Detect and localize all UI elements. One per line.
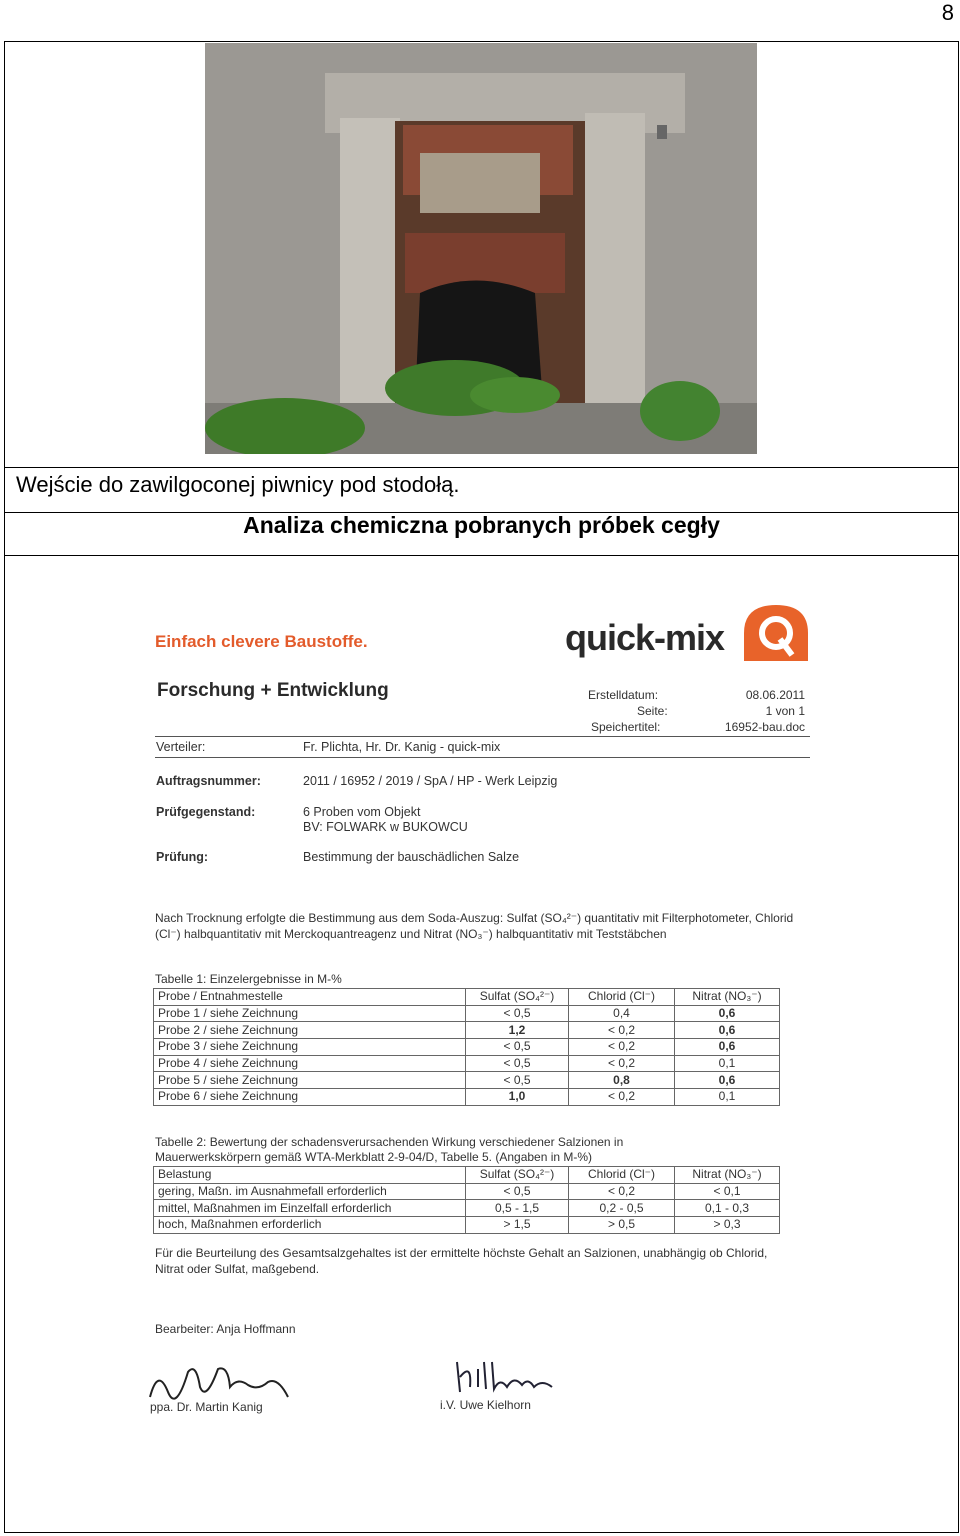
table1-title: Tabelle 1: Einzelergebnisse in M-% <box>155 972 342 986</box>
auftrag-label: Auftragsnummer: <box>156 774 261 788</box>
table-cell: Probe 4 / siehe Zeichnung <box>154 1055 466 1072</box>
assessment-note: Für die Beurteilung des Gesamtsalzgehaltes ist der ermittelte höchste Gehalt an Salzionen, unabhängig ob Chlorid, Nitrat oder Sulfat, maßgebend. <box>155 1246 768 1276</box>
table-header-cell: Sulfat (SO₄²⁻) <box>466 989 569 1006</box>
table-cell: 0,1 <box>675 1089 780 1106</box>
table-header-cell: Chlorid (Cl⁻) <box>569 989 675 1006</box>
table-cell: 0,8 <box>569 1072 675 1089</box>
signer-kielhorn: i.V. Uwe Kielhorn <box>440 1398 531 1412</box>
table-row <box>154 1022 780 1039</box>
table-cell: 1,2 <box>466 1022 569 1039</box>
table-cell: Probe 6 / siehe Zeichnung <box>154 1089 466 1106</box>
pruefgegenstand-label: Prüfgegenstand: <box>156 805 256 819</box>
meta-label: Seite: <box>637 704 668 718</box>
table-cell: 0,4 <box>569 1005 675 1022</box>
table-row <box>154 1217 780 1234</box>
table-row <box>154 1089 780 1106</box>
table-header-cell: Sulfat (SO₄²⁻) <box>466 1167 569 1184</box>
table-row <box>154 1183 780 1200</box>
table-cell: 0,6 <box>675 1039 780 1056</box>
table-cell: < 0,2 <box>569 1022 675 1039</box>
meta-value: 16952-bau.doc <box>724 720 805 734</box>
pruefung-value: Bestimmung der bauschädlichen Salze <box>303 850 520 864</box>
table2-title: Tabelle 2: Bewertung der schadensverursachenden Wirkung verschiedener Salzionen in <box>155 1135 624 1149</box>
table-row <box>154 1055 780 1072</box>
table-row <box>154 1200 780 1217</box>
quick-mix-logo-text: quick-mix <box>565 617 725 658</box>
table-cell: hoch, Maßnahmen erforderlich <box>154 1217 466 1234</box>
bearbeiter: Bearbeiter: Anja Hoffmann <box>155 1322 296 1336</box>
table-cell: < 0,5 <box>466 1039 569 1056</box>
table-row <box>154 1005 780 1022</box>
table-cell: < 0,2 <box>569 1183 675 1200</box>
table-cell: 0,6 <box>675 1072 780 1089</box>
cellar-entrance-photo <box>205 43 757 454</box>
table-header-row <box>154 1167 780 1184</box>
table-cell: > 1,5 <box>466 1217 569 1234</box>
table-cell: 0,6 <box>675 1022 780 1039</box>
table-header-cell: Probe / Entnahmestelle <box>154 989 466 1006</box>
table-header-cell: Chlorid (Cl⁻) <box>569 1167 675 1184</box>
table-cell: < 0,5 <box>466 1005 569 1022</box>
table-cell: 0,6 <box>675 1005 780 1022</box>
table-cell: Probe 2 / siehe Zeichnung <box>154 1022 466 1039</box>
meta-label: Speichertitel: <box>591 720 661 734</box>
pruefgegenstand-value: 6 Proben vom Objekt <box>303 805 421 819</box>
table-cell: mittel, Maßnahmen im Einzelfall erforderlich <box>154 1200 466 1217</box>
scanned-lab-report <box>100 585 840 1435</box>
auftrag-value: 2011 / 16952 / 2019 / SpA / HP - Werk Leipzig <box>303 774 558 788</box>
table-cell: > 0,5 <box>569 1217 675 1234</box>
verteiler-value: Fr. Plichta, Hr. Dr. Kanig - quick-mix <box>303 740 501 754</box>
table-cell: < 0,5 <box>466 1183 569 1200</box>
table-cell: Probe 5 / siehe Zeichnung <box>154 1072 466 1089</box>
table-cell: < 0,2 <box>569 1039 675 1056</box>
table-cell: Probe 3 / siehe Zeichnung <box>154 1039 466 1056</box>
table-cell: < 0,5 <box>466 1072 569 1089</box>
photo-caption: Wejście do zawilgoconej piwnicy pod stodołą. <box>16 472 460 497</box>
signature-kielhorn <box>452 1357 562 1397</box>
header-rule <box>155 757 810 758</box>
quick-mix-logo-icon <box>742 603 810 663</box>
table-cell: 0,2 - 0,5 <box>569 1200 675 1217</box>
section-title: Analiza chemiczna pobranych próbek cegły <box>243 512 720 538</box>
divider <box>4 467 959 468</box>
evaluation-table <box>153 1166 780 1234</box>
table-row <box>154 1072 780 1089</box>
table-header-cell: Nitrat (NO₃⁻) <box>675 1167 780 1184</box>
pruefgegenstand-value: BV: FOLWARK w BUKOWCU <box>303 820 468 834</box>
signer-kanig: ppa. Dr. Martin Kanig <box>150 1400 263 1414</box>
table-cell: > 0,3 <box>675 1217 780 1234</box>
pruefung-label: Prüfung: <box>156 850 209 864</box>
table-cell: Probe 1 / siehe Zeichnung <box>154 1005 466 1022</box>
divider <box>4 555 959 556</box>
meta-value: 08.06.2011 <box>745 688 805 702</box>
table-cell: < 0,2 <box>569 1089 675 1106</box>
report-slogan: Einfach clevere Baustoffe. <box>155 632 368 651</box>
meta-value: 1 von 1 <box>765 704 805 718</box>
table-cell: 0,1 - 0,3 <box>675 1200 780 1217</box>
table-header-cell: Belastung <box>154 1167 466 1184</box>
header-rule <box>155 736 810 737</box>
table-cell: gering, Maßn. im Ausnahmefall erforderlich <box>154 1183 466 1200</box>
table-cell: < 0,5 <box>466 1055 569 1072</box>
table-cell: 0,1 <box>675 1055 780 1072</box>
method-paragraph: Nach Trocknung erfolgte die Bestimmung aus dem Soda-Auszug: Sulfat (SO₄²⁻) quantitativ mit Filterphotometer, Chlorid (Cl⁻) halbquantitativ mit Merckoquantreagenz und Nitrat (NO₃⁻) halbquantitativ mit Teststäbchen <box>155 911 794 941</box>
table-cell: 0,5 - 1,5 <box>466 1200 569 1217</box>
meta-label: Erstelldatum: <box>588 688 659 702</box>
page-number: 8 <box>941 0 954 25</box>
results-table <box>153 988 780 1106</box>
table-cell: < 0,1 <box>675 1183 780 1200</box>
table2-title: Mauerwerkskörpern gemäß WTA-Merkblatt 2-9-04/D, Tabelle 5. (Angaben in M-%) <box>155 1150 593 1164</box>
table-header-cell: Nitrat (NO₃⁻) <box>675 989 780 1006</box>
table-cell: < 0,2 <box>569 1055 675 1072</box>
department-title: Forschung + Entwicklung <box>157 680 389 701</box>
table-cell: 1,0 <box>466 1089 569 1106</box>
table-row <box>154 1039 780 1056</box>
verteiler-label: Verteiler: <box>156 740 206 754</box>
table-header-row <box>154 989 780 1006</box>
